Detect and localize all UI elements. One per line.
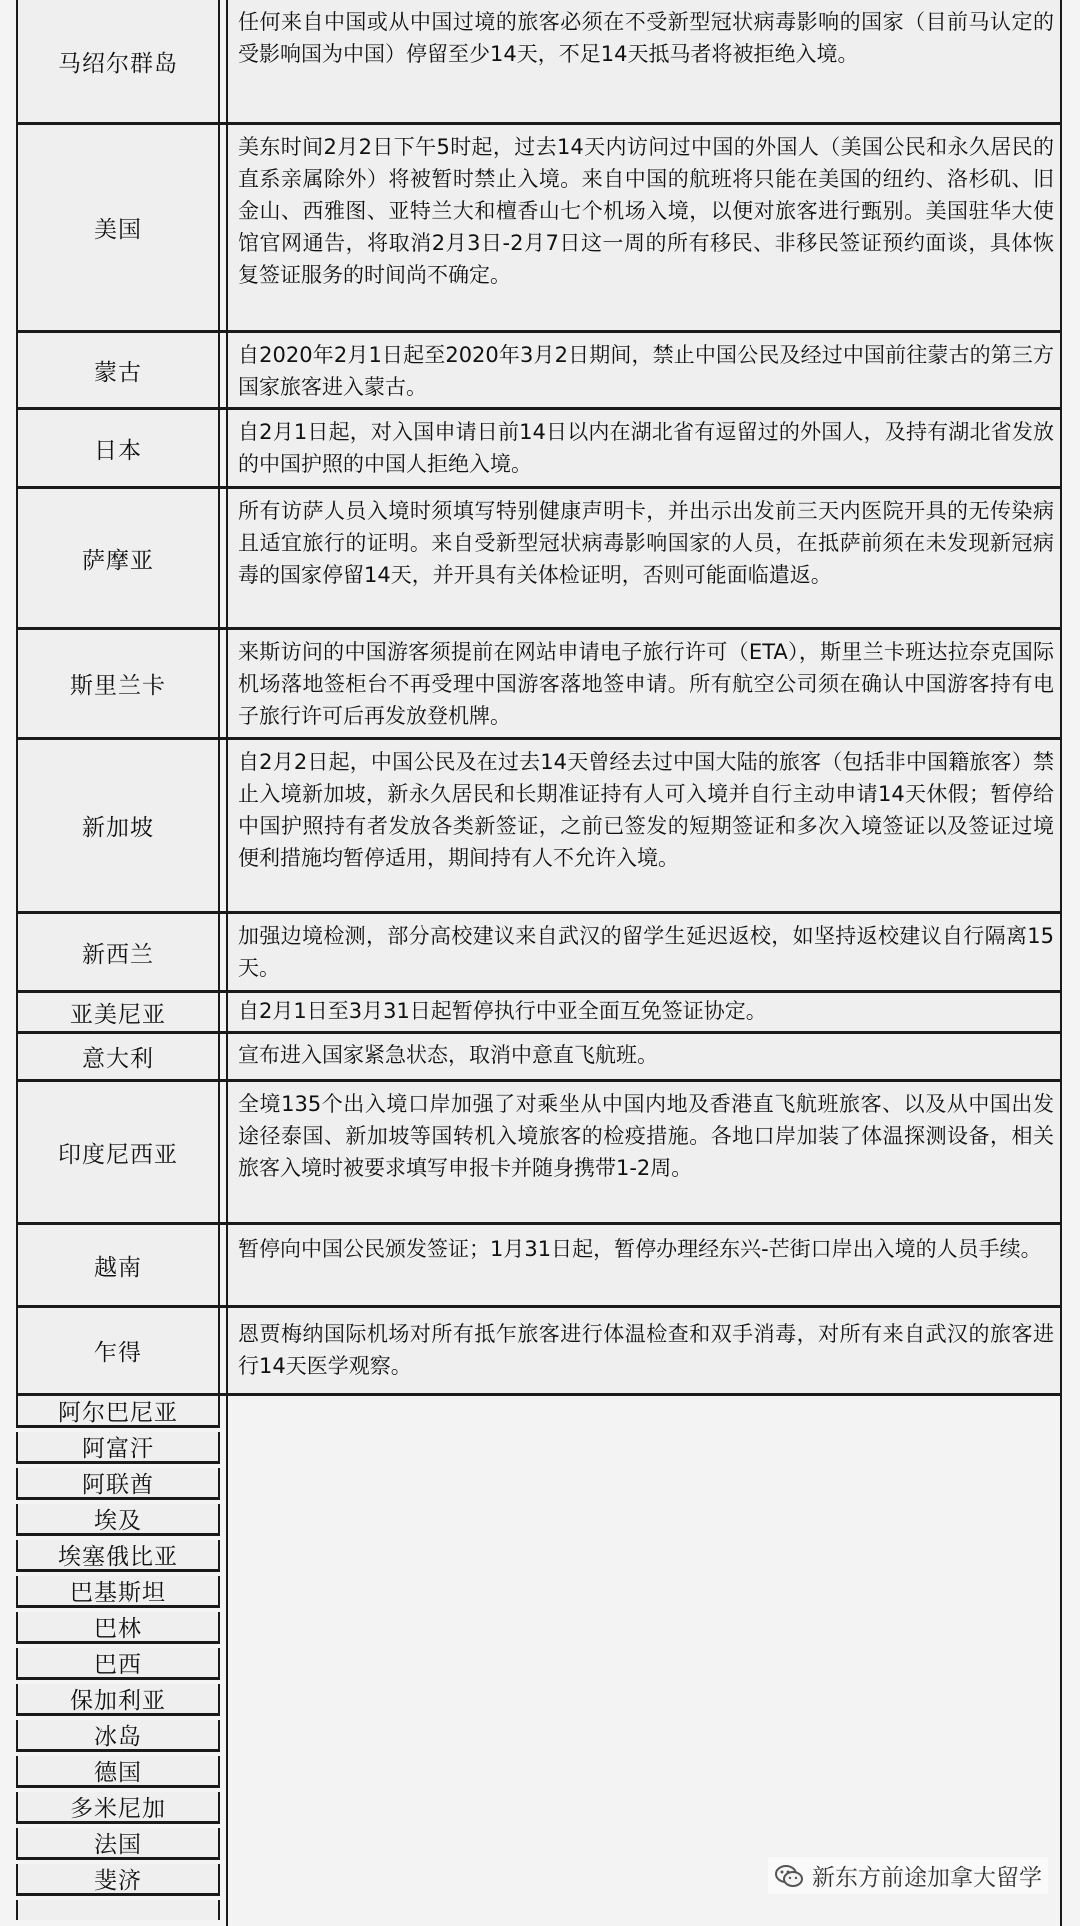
country-cell: 马绍尔群岛 [16,0,220,122]
table-row [16,333,1062,407]
country-cell: 蒙古 [16,333,220,407]
watermark-text: 新东方前途加拿大留学 [812,1865,1042,1891]
table-row [16,0,1062,122]
country-cell: 新西兰 [16,914,220,990]
country-cell: 亚美尼亚 [16,993,220,1031]
country-cell: 多米尼加 [16,1792,220,1824]
table-row [16,410,1062,486]
country-cell: 阿尔巴尼亚 [16,1396,220,1428]
country-cell: 巴基斯坦 [16,1576,220,1608]
country-cell: 巴林 [16,1612,220,1644]
table-row [16,914,1062,990]
empty-policy-cell [226,1396,1062,1926]
table-row [16,1082,1062,1222]
country-cell: 保加利亚 [16,1684,220,1716]
policy-cell: 来斯访问的中国游客须提前在网站申请电子旅行许可（ETA），斯里兰卡班达拉奈克国际机场落地签柜台不再受理中国游客落地签申请。所有航空公司须在确认中国游客持有电子旅行许可后再发放登机牌。 [226,630,1062,737]
country-cell: 冰岛 [16,1720,220,1752]
policy-cell: 自2月1日起，对入国申请日前14日以内在湖北省有逗留过的外国人，及持有湖北省发放的中国护照的中国人拒绝入境。 [226,410,1062,486]
policy-cell: 美东时间2月2日下午5时起，过去14天内访问过中国的外国人（美国公民和永久居民的直系亲属除外）将被暂时禁止入境。来自中国的航班将只能在美国的纽约、洛杉矶、旧金山、西雅图、亚特兰大和檀香山七个机场入境，以便对旅客进行甄别。美国驻华大使馆官网通告，将取消2月3日-2月7日这一周的所有移民、非移民签证预约面谈，具体恢复签证服务的时间尚不确定。 [226,125,1062,330]
table-row [16,489,1062,627]
country-cell: 阿联酋 [16,1468,220,1500]
table-row [16,1225,1062,1305]
table-row [16,1308,1062,1393]
wechat-icon [774,1864,804,1888]
policy-cell: 所有访萨人员入境时须填写特别健康声明卡，并出示出发前三天内医院开具的无传染病且适宜旅行的证明。来自受新型冠状病毒影响国家的人员，在抵萨前须在未发现新冠病毒的国家停留14天，并开具有关体检证明，否则可能面临遣返。 [226,489,1062,627]
policy-cell: 恩贾梅纳国际机场对所有抵乍旅客进行体温检查和双手消毒，对所有来自武汉的旅客进行14天医学观察。 [226,1308,1062,1393]
country-cell: 日本 [16,410,220,486]
policy-cell: 暂停向中国公民颁发签证；1月31日起，暂停办理经东兴-芒街口岸出入境的人员手续。 [226,1225,1062,1305]
country-cell: 斐济 [16,1864,220,1896]
policy-cell: 全境135个出入境口岸加强了对乘坐从中国内地及香港直飞航班旅客、以及从中国出发途径泰国、新加坡等国转机入境旅客的检疫措施。各地口岸加装了体温探测设备，相关旅客入境时被要求填写申报卡并随身携带1-2周。 [226,1082,1062,1222]
policy-cell: 自2月1日至3月31日起暂停执行中亚全面互免签证协定。 [226,993,1062,1031]
policy-cell: 自2月2日起，中国公民及在过去14天曾经去过中国大陆的旅客（包括非中国籍旅客）禁止入境新加坡，新永久居民和长期准证持有人可入境并自行主动申请14天休假；暂停给中国护照持有者发放各类新签证，之前已签发的短期签证和多次入境签证以及签证过境便利措施均暂停适用，期间持有人不允许入境。 [226,740,1062,911]
table-row [16,630,1062,737]
watermark [768,1857,1048,1894]
table-row [16,993,1062,1031]
policy-cell: 自2020年2月1日起至2020年3月2日期间，禁止中国公民及经过中国前往蒙古的第三方国家旅客进入蒙古。 [226,333,1062,407]
country-cell: 萨摩亚 [16,489,220,627]
country-cell: 越南 [16,1225,220,1305]
country-cell: 斯里兰卡 [16,630,220,737]
country-cell: 德国 [16,1756,220,1788]
table-row [16,1034,1062,1079]
country-cell-partial [16,1900,220,1920]
country-cell: 美国 [16,125,220,330]
country-cell: 印度尼西亚 [16,1082,220,1222]
country-cell: 乍得 [16,1308,220,1393]
country-cell: 阿富汗 [16,1432,220,1464]
country-cell: 埃塞俄比亚 [16,1540,220,1572]
table-row [16,125,1062,330]
country-cell: 法国 [16,1828,220,1860]
policy-cell: 宣布进入国家紧急状态，取消中意直飞航班。 [226,1034,1062,1079]
policy-cell: 加强边境检测，部分高校建议来自武汉的留学生延迟返校，如坚持返校建议自行隔离15天。 [226,914,1062,990]
country-cell: 巴西 [16,1648,220,1680]
policy-cell: 任何来自中国或从中国过境的旅客必须在不受新型冠状病毒影响的国家（目前马认定的受影响国为中国）停留至少14天，不足14天抵马者将被拒绝入境。 [226,0,1062,122]
country-cell: 埃及 [16,1504,220,1536]
table-row [16,740,1062,911]
country-cell: 意大利 [16,1034,220,1079]
country-cell: 新加坡 [16,740,220,911]
